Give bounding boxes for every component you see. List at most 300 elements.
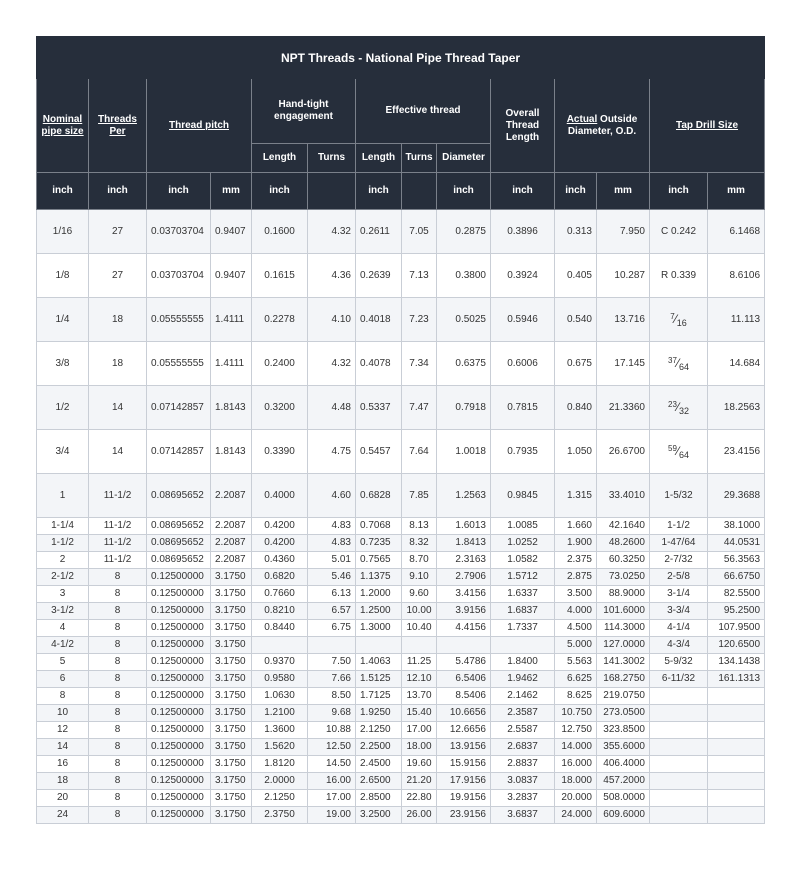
cell-tap-inch: C 0.242 [650, 210, 708, 254]
cell-pitch-inch: 0.07142857 [147, 430, 211, 474]
cell-hand-tight-length: 1.2100 [252, 705, 308, 722]
cell-od-inch: 12.750 [555, 722, 597, 739]
cell-od-mm: 609.6000 [597, 807, 650, 824]
col-nominal-pipe-size: Nominal pipe size [37, 79, 89, 173]
cell-od-inch: 4.500 [555, 620, 597, 637]
cell-tap-inch [650, 298, 708, 342]
tap-fraction-denominator: 64 [678, 449, 689, 460]
cell-od-mm: 33.4010 [597, 474, 650, 518]
cell-effective-turns: 7.23 [402, 298, 437, 342]
cell-hand-tight-length: 0.6820 [252, 569, 308, 586]
table-row [37, 518, 765, 535]
cell-effective-turns: 8.70 [402, 552, 437, 569]
cell-effective-diameter: 1.0018 [437, 430, 491, 474]
cell-nominal-size: 1/2 [37, 386, 89, 430]
cell-threads-per: 8 [89, 654, 147, 671]
col-tap-drill-size: Tap Drill Size [650, 79, 765, 173]
cell-overall-length: 1.5712 [491, 569, 555, 586]
cell-hand-tight-turns: 19.00 [308, 807, 356, 824]
cell-overall-length: 2.3587 [491, 705, 555, 722]
cell-effective-diameter: 0.3800 [437, 254, 491, 298]
cell-pitch-mm: 1.8143 [211, 430, 252, 474]
cell-threads-per: 18 [89, 342, 147, 386]
cell-nominal-size: 6 [37, 671, 89, 688]
cell-hand-tight-length: 2.3750 [252, 807, 308, 824]
cell-hand-tight-turns: 6.57 [308, 603, 356, 620]
cell-threads-per: 11-1/2 [89, 518, 147, 535]
cell-effective-length: 2.8500 [356, 790, 402, 807]
cell-hand-tight-turns: 4.32 [308, 210, 356, 254]
table-row [37, 569, 765, 586]
cell-threads-per: 14 [89, 386, 147, 430]
cell-pitch-inch: 0.08695652 [147, 474, 211, 518]
cell-tap-inch [650, 386, 708, 430]
cell-hand-tight-turns: 16.00 [308, 773, 356, 790]
cell-pitch-inch: 0.08695652 [147, 535, 211, 552]
cell-hand-tight-length: 0.4200 [252, 535, 308, 552]
cell-pitch-inch: 0.12500000 [147, 637, 211, 654]
cell-threads-per: 11-1/2 [89, 552, 147, 569]
cell-od-inch: 0.675 [555, 342, 597, 386]
cell-pitch-mm: 0.9407 [211, 210, 252, 254]
cell-tap-inch [650, 688, 708, 705]
cell-hand-tight-turns: 5.01 [308, 552, 356, 569]
cell-pitch-mm: 3.1750 [211, 569, 252, 586]
cell-overall-length: 1.0085 [491, 518, 555, 535]
unit-nominal: inch [37, 173, 89, 210]
table-row [37, 756, 765, 773]
cell-effective-length: 2.2500 [356, 739, 402, 756]
cell-od-inch: 14.000 [555, 739, 597, 756]
cell-nominal-size: 4-1/2 [37, 637, 89, 654]
cell-overall-length: 2.1462 [491, 688, 555, 705]
cell-tap-mm [708, 807, 765, 824]
cell-nominal-size: 3-1/2 [37, 603, 89, 620]
cell-effective-diameter: 15.9156 [437, 756, 491, 773]
cell-hand-tight-turns [308, 637, 356, 654]
unit-hand-tight-length: inch [252, 173, 308, 210]
cell-tap-inch: 5-9/32 [650, 654, 708, 671]
cell-tap-mm [708, 739, 765, 756]
cell-overall-length: 1.0582 [491, 552, 555, 569]
table-row [37, 807, 765, 824]
cell-nominal-size: 3/8 [37, 342, 89, 386]
cell-hand-tight-length: 0.4000 [252, 474, 308, 518]
cell-pitch-inch: 0.05555555 [147, 298, 211, 342]
cell-hand-tight-turns: 4.48 [308, 386, 356, 430]
tap-fraction-numerator: 37 [668, 355, 677, 365]
cell-overall-length: 0.7815 [491, 386, 555, 430]
cell-threads-per: 8 [89, 586, 147, 603]
cell-overall-length: 0.3896 [491, 210, 555, 254]
col-hand-tight-engagement: Hand-tight engagement [252, 79, 356, 144]
cell-od-mm: 42.1640 [597, 518, 650, 535]
cell-effective-length: 3.2500 [356, 807, 402, 824]
cell-tap-mm: 18.2563 [708, 386, 765, 430]
cell-tap-mm: 107.9500 [708, 620, 765, 637]
cell-threads-per: 11-1/2 [89, 474, 147, 518]
cell-effective-turns: 7.47 [402, 386, 437, 430]
cell-effective-length: 0.2611 [356, 210, 402, 254]
cell-pitch-inch: 0.12500000 [147, 773, 211, 790]
cell-tap-mm: 14.684 [708, 342, 765, 386]
units-row [37, 173, 765, 210]
cell-tap-inch [650, 705, 708, 722]
cell-pitch-inch: 0.12500000 [147, 671, 211, 688]
cell-tap-mm: 44.0531 [708, 535, 765, 552]
unit-pitch-mm: mm [211, 173, 252, 210]
cell-od-inch: 2.375 [555, 552, 597, 569]
cell-tap-mm: 29.3688 [708, 474, 765, 518]
cell-od-inch: 10.750 [555, 705, 597, 722]
table-row [37, 739, 765, 756]
cell-effective-length [356, 637, 402, 654]
cell-overall-length: 2.6837 [491, 739, 555, 756]
cell-nominal-size: 2-1/2 [37, 569, 89, 586]
cell-pitch-mm: 1.8143 [211, 386, 252, 430]
cell-tap-inch: 2-7/32 [650, 552, 708, 569]
cell-pitch-inch: 0.08695652 [147, 552, 211, 569]
npt-thread-table [36, 36, 765, 824]
cell-od-inch: 2.875 [555, 569, 597, 586]
cell-nominal-size: 4 [37, 620, 89, 637]
cell-effective-length: 0.4018 [356, 298, 402, 342]
cell-effective-turns: 18.00 [402, 739, 437, 756]
cell-effective-length: 2.6500 [356, 773, 402, 790]
cell-hand-tight-length: 0.9580 [252, 671, 308, 688]
cell-effective-turns: 7.64 [402, 430, 437, 474]
cell-effective-turns: 26.00 [402, 807, 437, 824]
cell-threads-per: 8 [89, 756, 147, 773]
cell-tap-inch: 1-5/32 [650, 474, 708, 518]
cell-od-inch: 0.540 [555, 298, 597, 342]
cell-tap-inch: 3-1/4 [650, 586, 708, 603]
cell-od-inch: 1.315 [555, 474, 597, 518]
cell-tap-mm: 161.1313 [708, 671, 765, 688]
cell-hand-tight-length: 1.5620 [252, 739, 308, 756]
cell-hand-tight-length: 1.0630 [252, 688, 308, 705]
cell-threads-per: 8 [89, 807, 147, 824]
cell-pitch-inch: 0.12500000 [147, 756, 211, 773]
fraction-slash: ⁄ [674, 311, 677, 326]
cell-hand-tight-length: 2.0000 [252, 773, 308, 790]
cell-pitch-mm: 2.2087 [211, 474, 252, 518]
cell-hand-tight-turns: 4.83 [308, 518, 356, 535]
unit-threads: inch [89, 173, 147, 210]
cell-effective-diameter: 3.9156 [437, 603, 491, 620]
cell-od-inch: 0.840 [555, 386, 597, 430]
cell-tap-inch: 2-5/8 [650, 569, 708, 586]
cell-pitch-mm: 3.1750 [211, 637, 252, 654]
cell-effective-length: 0.7068 [356, 518, 402, 535]
cell-nominal-size: 1/4 [37, 298, 89, 342]
cell-tap-inch [650, 342, 708, 386]
cell-od-inch: 4.000 [555, 603, 597, 620]
table-row [37, 298, 765, 342]
cell-hand-tight-turns: 6.75 [308, 620, 356, 637]
cell-hand-tight-turns: 10.88 [308, 722, 356, 739]
cell-tap-mm [708, 756, 765, 773]
col-overall-thread-length: Overall Thread Length [491, 79, 555, 173]
tap-fraction-denominator: 32 [678, 405, 689, 416]
cell-overall-length: 0.5946 [491, 298, 555, 342]
cell-effective-turns: 7.34 [402, 342, 437, 386]
col-thread-pitch: Thread pitch [147, 79, 252, 173]
cell-effective-length: 1.7125 [356, 688, 402, 705]
cell-od-mm: 60.3250 [597, 552, 650, 569]
cell-hand-tight-turns: 9.68 [308, 705, 356, 722]
cell-od-inch: 24.000 [555, 807, 597, 824]
cell-pitch-inch: 0.12500000 [147, 688, 211, 705]
cell-od-inch: 16.000 [555, 756, 597, 773]
table-row [37, 637, 765, 654]
cell-nominal-size: 8 [37, 688, 89, 705]
cell-od-mm: 101.6000 [597, 603, 650, 620]
fraction-slash: ⁄ [676, 399, 679, 414]
cell-threads-per: 8 [89, 773, 147, 790]
table-row [37, 210, 765, 254]
cell-overall-length: 1.6337 [491, 586, 555, 603]
col-actual-outside-diameter [555, 79, 650, 173]
cell-od-mm: 17.145 [597, 342, 650, 386]
cell-overall-length: 0.7935 [491, 430, 555, 474]
cell-hand-tight-length: 0.2400 [252, 342, 308, 386]
cell-tap-inch [650, 739, 708, 756]
cell-effective-turns: 9.10 [402, 569, 437, 586]
cell-effective-diameter: 13.9156 [437, 739, 491, 756]
cell-threads-per: 18 [89, 298, 147, 342]
cell-effective-turns: 22.80 [402, 790, 437, 807]
cell-effective-turns: 13.70 [402, 688, 437, 705]
cell-od-mm: 73.0250 [597, 569, 650, 586]
cell-pitch-inch: 0.08695652 [147, 518, 211, 535]
cell-pitch-mm: 3.1750 [211, 739, 252, 756]
cell-effective-length: 0.2639 [356, 254, 402, 298]
cell-effective-diameter: 0.5025 [437, 298, 491, 342]
cell-threads-per: 8 [89, 722, 147, 739]
cell-effective-turns: 10.00 [402, 603, 437, 620]
table-row [37, 671, 765, 688]
cell-tap-inch [650, 756, 708, 773]
cell-hand-tight-turns: 12.50 [308, 739, 356, 756]
cell-effective-turns: 15.40 [402, 705, 437, 722]
cell-pitch-inch: 0.12500000 [147, 807, 211, 824]
cell-od-mm: 26.6700 [597, 430, 650, 474]
cell-effective-turns: 17.00 [402, 722, 437, 739]
cell-tap-inch: R 0.339 [650, 254, 708, 298]
cell-tap-inch [650, 790, 708, 807]
cell-overall-length: 1.0252 [491, 535, 555, 552]
cell-pitch-inch: 0.12500000 [147, 739, 211, 756]
cell-hand-tight-length: 0.1615 [252, 254, 308, 298]
cell-od-mm: 323.8500 [597, 722, 650, 739]
unit-effective-length: inch [356, 173, 402, 210]
cell-effective-length: 0.4078 [356, 342, 402, 386]
cell-tap-mm [708, 688, 765, 705]
cell-pitch-mm: 3.1750 [211, 807, 252, 824]
cell-pitch-inch: 0.07142857 [147, 386, 211, 430]
table-row [37, 474, 765, 518]
cell-threads-per: 14 [89, 430, 147, 474]
cell-hand-tight-length: 0.2278 [252, 298, 308, 342]
cell-pitch-mm: 3.1750 [211, 688, 252, 705]
cell-effective-length: 1.5125 [356, 671, 402, 688]
unit-od-inch: inch [555, 173, 597, 210]
cell-pitch-inch: 0.12500000 [147, 586, 211, 603]
cell-effective-turns: 8.13 [402, 518, 437, 535]
cell-overall-length: 2.5587 [491, 722, 555, 739]
cell-effective-diameter: 5.4786 [437, 654, 491, 671]
cell-hand-tight-length: 0.9370 [252, 654, 308, 671]
cell-nominal-size: 1/8 [37, 254, 89, 298]
cell-effective-diameter: 1.2563 [437, 474, 491, 518]
cell-od-inch: 6.625 [555, 671, 597, 688]
cell-effective-length: 0.5337 [356, 386, 402, 430]
cell-od-mm: 355.6000 [597, 739, 650, 756]
cell-nominal-size: 18 [37, 773, 89, 790]
cell-od-inch: 18.000 [555, 773, 597, 790]
cell-tap-mm: 82.5500 [708, 586, 765, 603]
cell-tap-inch: 6-11/32 [650, 671, 708, 688]
cell-hand-tight-turns: 4.75 [308, 430, 356, 474]
cell-nominal-size: 3/4 [37, 430, 89, 474]
table-row [37, 688, 765, 705]
cell-pitch-mm: 3.1750 [211, 756, 252, 773]
cell-hand-tight-length: 0.1600 [252, 210, 308, 254]
cell-tap-mm: 66.6750 [708, 569, 765, 586]
cell-effective-diameter: 19.9156 [437, 790, 491, 807]
table-row [37, 386, 765, 430]
cell-effective-turns: 11.25 [402, 654, 437, 671]
npt-table-container [36, 36, 764, 824]
cell-od-inch: 1.900 [555, 535, 597, 552]
cell-effective-diameter: 0.7918 [437, 386, 491, 430]
cell-pitch-inch: 0.12500000 [147, 569, 211, 586]
cell-tap-mm: 120.6500 [708, 637, 765, 654]
cell-nominal-size: 1-1/2 [37, 535, 89, 552]
cell-effective-diameter: 1.8413 [437, 535, 491, 552]
cell-pitch-mm: 3.1750 [211, 671, 252, 688]
cell-nominal-size: 5 [37, 654, 89, 671]
cell-overall-length: 1.9462 [491, 671, 555, 688]
cell-effective-length: 0.7565 [356, 552, 402, 569]
col-effective-turns: Turns [402, 144, 437, 173]
unit-effective-diameter: inch [437, 173, 491, 210]
cell-pitch-inch: 0.12500000 [147, 705, 211, 722]
cell-tap-mm [708, 705, 765, 722]
cell-od-mm: 273.0500 [597, 705, 650, 722]
fraction-slash: ⁄ [676, 355, 679, 370]
table-row [37, 722, 765, 739]
cell-tap-inch [650, 722, 708, 739]
cell-od-inch: 0.405 [555, 254, 597, 298]
cell-tap-mm: 11.113 [708, 298, 765, 342]
cell-overall-length: 3.6837 [491, 807, 555, 824]
unit-overall: inch [491, 173, 555, 210]
cell-effective-diameter: 2.3163 [437, 552, 491, 569]
table-row [37, 342, 765, 386]
cell-od-mm: 168.2750 [597, 671, 650, 688]
cell-threads-per: 27 [89, 210, 147, 254]
cell-effective-diameter: 0.6375 [437, 342, 491, 386]
cell-effective-turns: 7.05 [402, 210, 437, 254]
cell-nominal-size: 16 [37, 756, 89, 773]
cell-effective-length: 1.3000 [356, 620, 402, 637]
cell-threads-per: 8 [89, 603, 147, 620]
col-threads-per: Threads Per [89, 79, 147, 173]
cell-od-mm: 457.2000 [597, 773, 650, 790]
table-title: NPT Threads - National Pipe Thread Taper [37, 37, 765, 79]
cell-nominal-size: 20 [37, 790, 89, 807]
cell-od-mm: 13.716 [597, 298, 650, 342]
cell-od-inch: 3.500 [555, 586, 597, 603]
cell-od-inch: 1.660 [555, 518, 597, 535]
cell-pitch-mm: 3.1750 [211, 705, 252, 722]
cell-pitch-mm: 3.1750 [211, 722, 252, 739]
cell-overall-length: 1.7337 [491, 620, 555, 637]
cell-pitch-mm: 2.2087 [211, 552, 252, 569]
cell-hand-tight-turns: 14.50 [308, 756, 356, 773]
tap-fraction-numerator: 59 [668, 443, 677, 453]
cell-hand-tight-length: 0.8440 [252, 620, 308, 637]
table-row [37, 654, 765, 671]
cell-nominal-size: 12 [37, 722, 89, 739]
cell-overall-length [491, 637, 555, 654]
cell-effective-diameter: 8.5406 [437, 688, 491, 705]
cell-effective-diameter [437, 637, 491, 654]
cell-tap-inch [650, 773, 708, 790]
cell-effective-turns: 10.40 [402, 620, 437, 637]
cell-pitch-inch: 0.12500000 [147, 654, 211, 671]
unit-tap-inch: inch [650, 173, 708, 210]
table-body [37, 210, 765, 824]
tap-fraction-numerator: 23 [668, 399, 677, 409]
cell-pitch-mm: 3.1750 [211, 790, 252, 807]
cell-pitch-mm: 2.2087 [211, 535, 252, 552]
cell-od-mm: 10.287 [597, 254, 650, 298]
table-row [37, 535, 765, 552]
col-effective-length: Length [356, 144, 402, 173]
cell-effective-length: 0.6828 [356, 474, 402, 518]
cell-pitch-inch: 0.12500000 [147, 790, 211, 807]
cell-nominal-size: 24 [37, 807, 89, 824]
cell-tap-mm [708, 790, 765, 807]
cell-od-inch: 0.313 [555, 210, 597, 254]
table-row [37, 790, 765, 807]
cell-tap-mm: 8.6106 [708, 254, 765, 298]
cell-effective-turns: 7.13 [402, 254, 437, 298]
cell-hand-tight-turns: 8.50 [308, 688, 356, 705]
cell-pitch-mm: 3.1750 [211, 603, 252, 620]
unit-hand-tight-turns [308, 173, 356, 210]
cell-effective-turns: 9.60 [402, 586, 437, 603]
cell-od-mm: 127.0000 [597, 637, 650, 654]
cell-threads-per: 8 [89, 569, 147, 586]
cell-tap-inch: 4-3/4 [650, 637, 708, 654]
cell-overall-length: 1.8400 [491, 654, 555, 671]
cell-tap-mm: 134.1438 [708, 654, 765, 671]
cell-pitch-mm: 3.1750 [211, 773, 252, 790]
cell-pitch-mm: 1.4111 [211, 342, 252, 386]
cell-effective-diameter: 1.6013 [437, 518, 491, 535]
cell-effective-diameter: 0.2875 [437, 210, 491, 254]
table-row [37, 603, 765, 620]
cell-hand-tight-length: 0.3200 [252, 386, 308, 430]
cell-overall-length: 0.9845 [491, 474, 555, 518]
cell-effective-turns: 21.20 [402, 773, 437, 790]
cell-effective-length: 2.4500 [356, 756, 402, 773]
cell-nominal-size: 14 [37, 739, 89, 756]
